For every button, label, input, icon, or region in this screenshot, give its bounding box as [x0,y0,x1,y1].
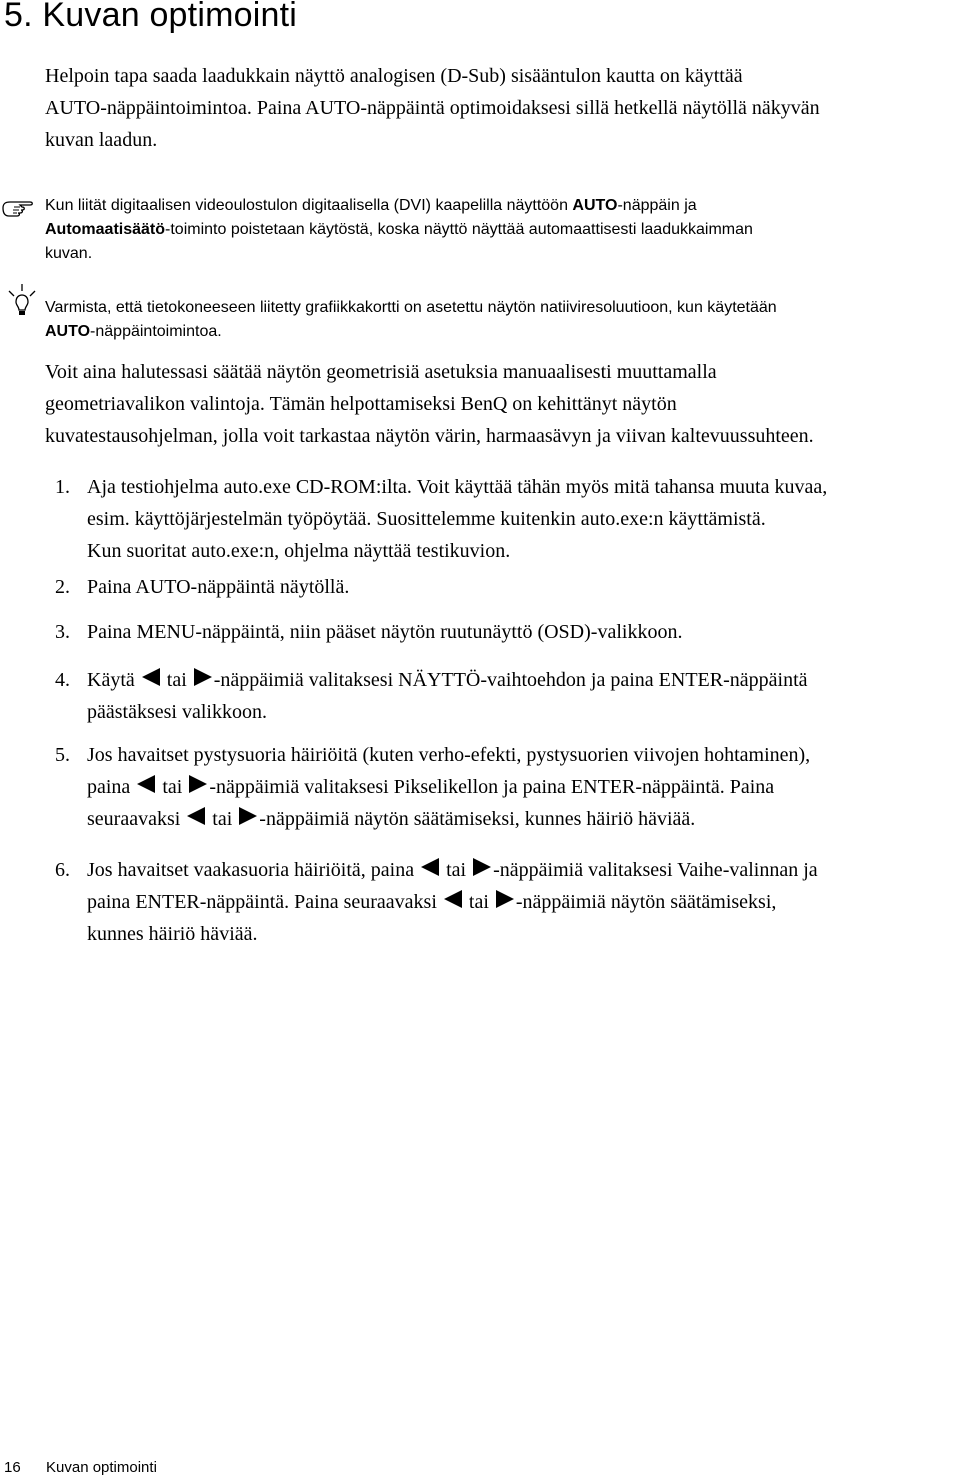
triangle-left-icon [185,806,207,826]
page-footer [4,1459,157,1476]
lightbulb-icon [6,282,38,318]
pointing-hand-icon [0,196,36,218]
page-title: 5. Kuvan optimointi [4,0,297,34]
triangle-right-icon [237,806,259,826]
triangle-right-icon [494,889,516,909]
intro-paragraph: Helpoin tapa saada laadukkain näyttö analogisen (D-Sub) sisääntulon kautta on käyttää AUTO-näppäintoimintoa. Paina AUTO-näppäintä optimoidaksesi sillä hetkellä näytöllä näkyvän kuvan laadun. [45,65,820,151]
note-native-resolution: Varmista, että tietokoneeseen liitetty grafiikkakortti on asetettu näytön natiiviresoluutioon, kun käytetään AUTO-näppäintoimintoa. [45,299,777,340]
footer-section-title: Kuvan optimointi [46,1459,157,1476]
note-dvi: Kun liität digitaalisen videoulostulon digitaalisella (DVI) kaapelilla näyttöön AUTO-näppäin ja Automaatisäätö-toiminto poistetaan käytöstä, koska näyttö näyttää automaattisesti laadukkaimman kuvan. [45,197,753,262]
geometry-paragraph: Voit aina halutessasi säätää näytön geometrisiä asetuksia manuaalisesti muuttamalla geometriavalikon valintoja. Tämän helpottamiseksi BenQ on kehittänyt näytön kuvatestausohjelman, jolla voit tarkastaa näytön värin, harmaasävyn ja viivan kaltevuussuhteen. [45,361,814,447]
triangle-left-icon [135,774,157,794]
triangle-left-icon [419,857,441,877]
triangle-right-icon [192,667,214,687]
triangle-left-icon [442,889,464,909]
page-number: 16 [4,1459,21,1476]
triangle-right-icon [471,857,493,877]
triangle-left-icon [140,667,162,687]
triangle-right-icon [187,774,209,794]
